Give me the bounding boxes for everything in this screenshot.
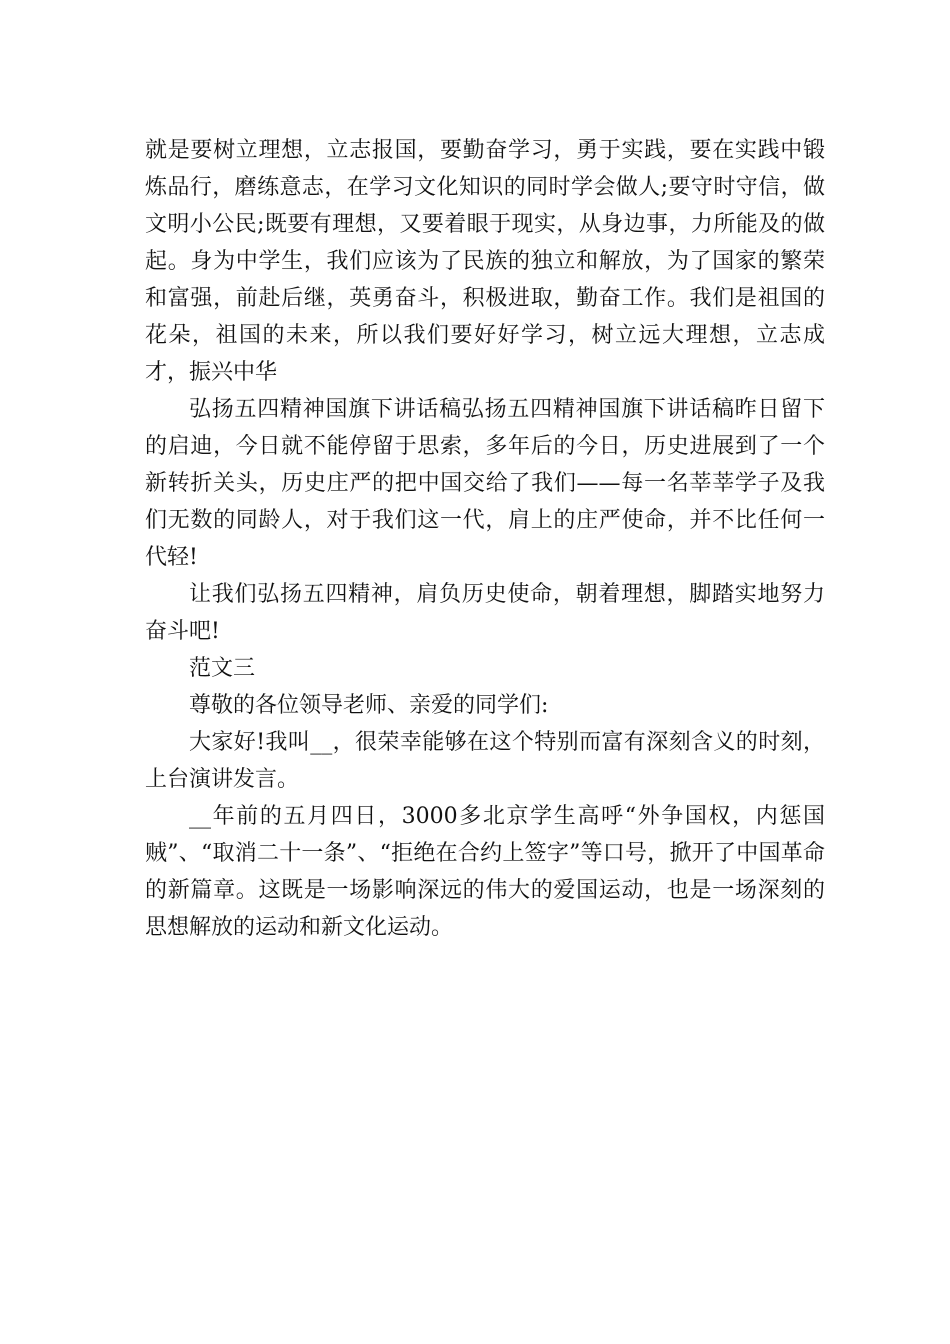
document-body	[145, 132, 825, 946]
section-heading: 范文三	[189, 656, 256, 681]
paragraph-3: 让我们弘扬五四精神，肩负历史使命，朝着理想，脚踏实地努力奋斗吧!	[145, 582, 825, 644]
salutation: 尊敬的各位领导老师、亲爱的同学们:	[189, 693, 549, 718]
paragraph-greeting: 大家好!我叫__，很荣幸能够在这个特别而富有深刻含义的时刻，上台演讲发言。	[145, 730, 825, 792]
paragraph-2: 弘扬五四精神国旗下讲话稿弘扬五四精神国旗下讲话稿昨日留下的启迪，今日就不能停留于思索，多年后的今日，历史进展到了一个新转折关头，历史庄严的把中国交给了我们——每一名莘莘学子及我们无数的同龄人，对于我们这一代，肩上的庄严使命，并不比任何一代轻!	[145, 397, 825, 570]
paragraph-history: __年前的五月四日，3000多北京学生高呼“外争国权，内惩国贼”、“取消二十一条”、“拒绝在合约上签字”等口号，掀开了中国革命的新篇章。这既是一场影响深远的伟大的爱国运动，也是一场深刻的思想解放的运动和新文化运动。	[145, 804, 825, 940]
paragraph-1: 就是要树立理想，立志报国，要勤奋学习，勇于实践，要在实践中锻炼品行，磨练意志，在学习文化知识的同时学会做人;要守时守信，做文明小公民;既要有理想，又要着眼于现实，从身边事，力所能及的做起。身为中学生，我们应该为了民族的独立和解放，为了国家的繁荣和富强，前赴后继，英勇奋斗，积极进取，勤奋工作。我们是祖国的花朵，祖国的未来，所以我们要好好学习，树立远大理想，立志成才，振兴中华	[145, 138, 825, 385]
